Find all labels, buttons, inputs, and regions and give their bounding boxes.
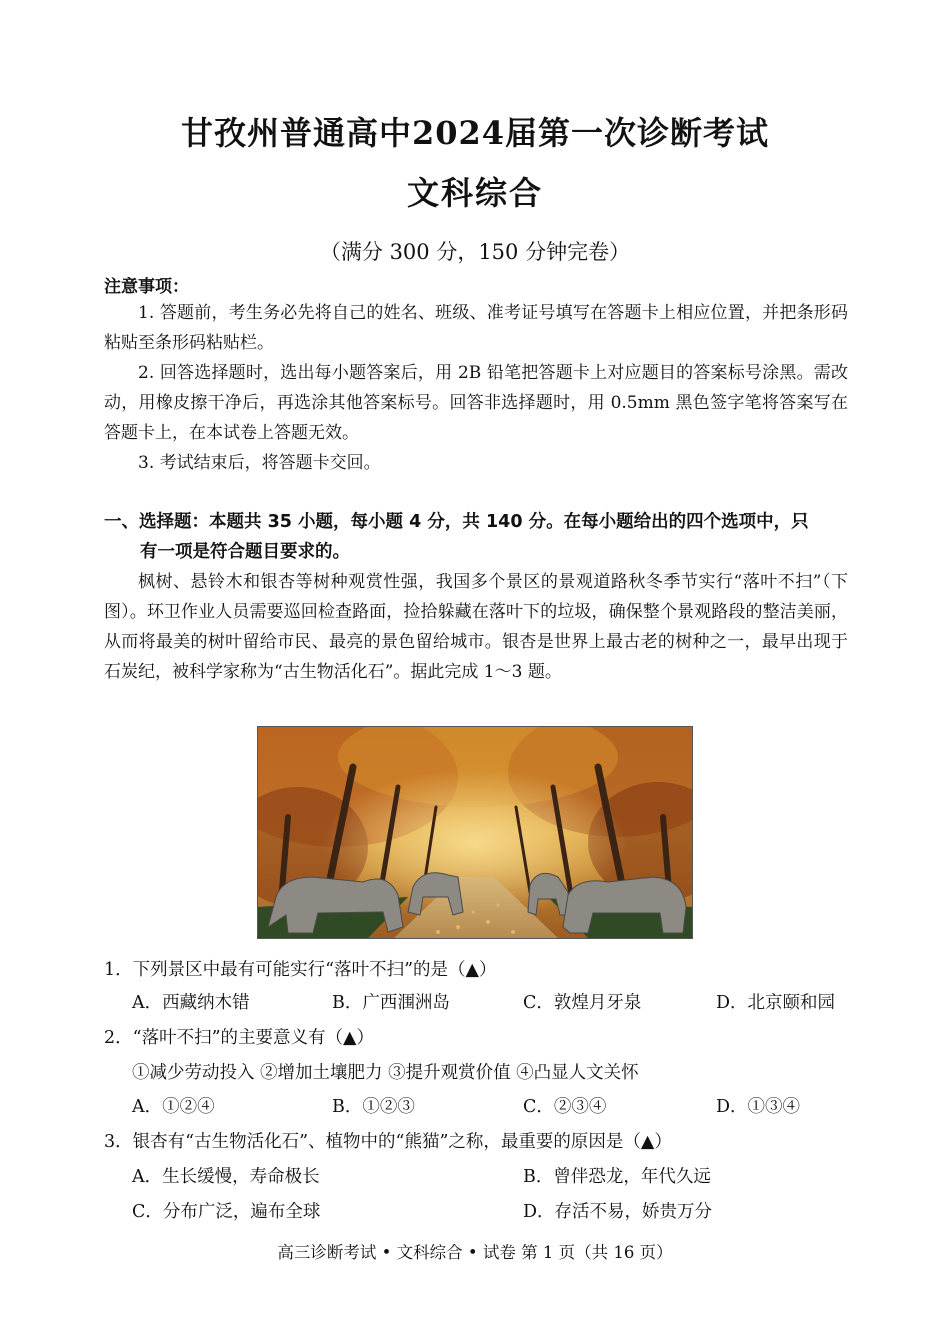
- passage: 枫树、悬铃木和银杏等树种观赏性强，我国多个景区的景观道路秋冬季节实行“落叶不扫”（下图）。环卫作业人员需要巡回检查路面，捡拾躲藏在落叶下的垃圾，确保整个景观路段的整洁美丽，从而将最美的树叶留给市民、最亮的景色留给城市。银杏是世界上最古老的树种之一，最早出现于石炭纪，被科学家称为“古生物活化石”。据此完成 1～3 题。: [104, 572, 848, 682]
- section-heading-line2: 有一项是符合题目要求的。: [140, 542, 350, 562]
- question-1-option-a: A．西藏纳木错: [132, 993, 250, 1013]
- section-heading: [104, 507, 848, 567]
- question-2-option-c: C．②③④: [523, 1097, 607, 1117]
- question-3-option-b: B．曾伴恐龙，年代久远: [523, 1167, 711, 1187]
- question-2-stem: 2．“落叶不扫”的主要意义有（▲）: [104, 1028, 374, 1048]
- notice-item-2: 2. 回答选择题时，选出每小题答案后，用 2B 铅笔把答题卡上对应题目的答案标号涂黑。需改动，用橡皮擦干净后，再选涂其他答案标号。回答非选择题时，用 0.5mm 黑色签字笔将答案写在答题卡上，在本试卷上答题无效。: [104, 363, 848, 443]
- section-heading-line1: 一、选择题：本题共 35 小题，每小题 4 分，共 140 分。在每小题给出的四个选项中，只: [104, 512, 809, 532]
- notice-item-1: 1. 答题前，考生务必先将自己的姓名、班级、准考证号填写在答题卡上相应位置，并把条形码粘贴至条形码粘贴栏。: [104, 303, 848, 353]
- question-2-items: ①减少劳动投入 ②增加土壤肥力 ③提升观赏价值 ④凸显人文关怀: [132, 1063, 639, 1083]
- question-3-option-d: D．存活不易，娇贵万分: [523, 1202, 713, 1222]
- exam-subject: 文科综合: [406, 174, 543, 212]
- exam-title: 甘孜州普通高中2024届第一次诊断考试: [180, 114, 770, 152]
- question-2-option-a: A．①②④: [132, 1097, 215, 1117]
- photo-illustration: [258, 727, 692, 938]
- question-2-option-b: B．①②③: [332, 1097, 415, 1117]
- question-3-option-c: C．分布广泛，遍布全球: [132, 1202, 321, 1222]
- exam-subtitle: （满分 300 分，150 分钟完卷）: [319, 240, 631, 264]
- notice-item-3: 3. 考试结束后，将答题卡交回。: [138, 453, 381, 473]
- question-2-option-d: D．①③④: [716, 1097, 801, 1117]
- ginkgo-road-photo: [257, 726, 693, 939]
- page-footer: 高三诊断考试 • 文科综合 • 试卷 第 1 页（共 16 页）: [277, 1243, 673, 1262]
- question-3-stem: 3．银杏有“古生物活化石”、植物中的“熊猫”之称，最重要的原因是（▲）: [104, 1132, 672, 1152]
- question-3-option-a: A．生长缓慢，寿命极长: [132, 1167, 320, 1187]
- notice-heading: 注意事项：: [104, 277, 189, 297]
- question-1-option-b: B．广西涠洲岛: [332, 993, 450, 1013]
- question-1-option-d: D．北京颐和园: [716, 993, 836, 1013]
- question-1-option-c: C．敦煌月牙泉: [523, 993, 642, 1013]
- question-1-stem: 1．下列景区中最有可能实行“落叶不扫”的是（▲）: [104, 960, 497, 980]
